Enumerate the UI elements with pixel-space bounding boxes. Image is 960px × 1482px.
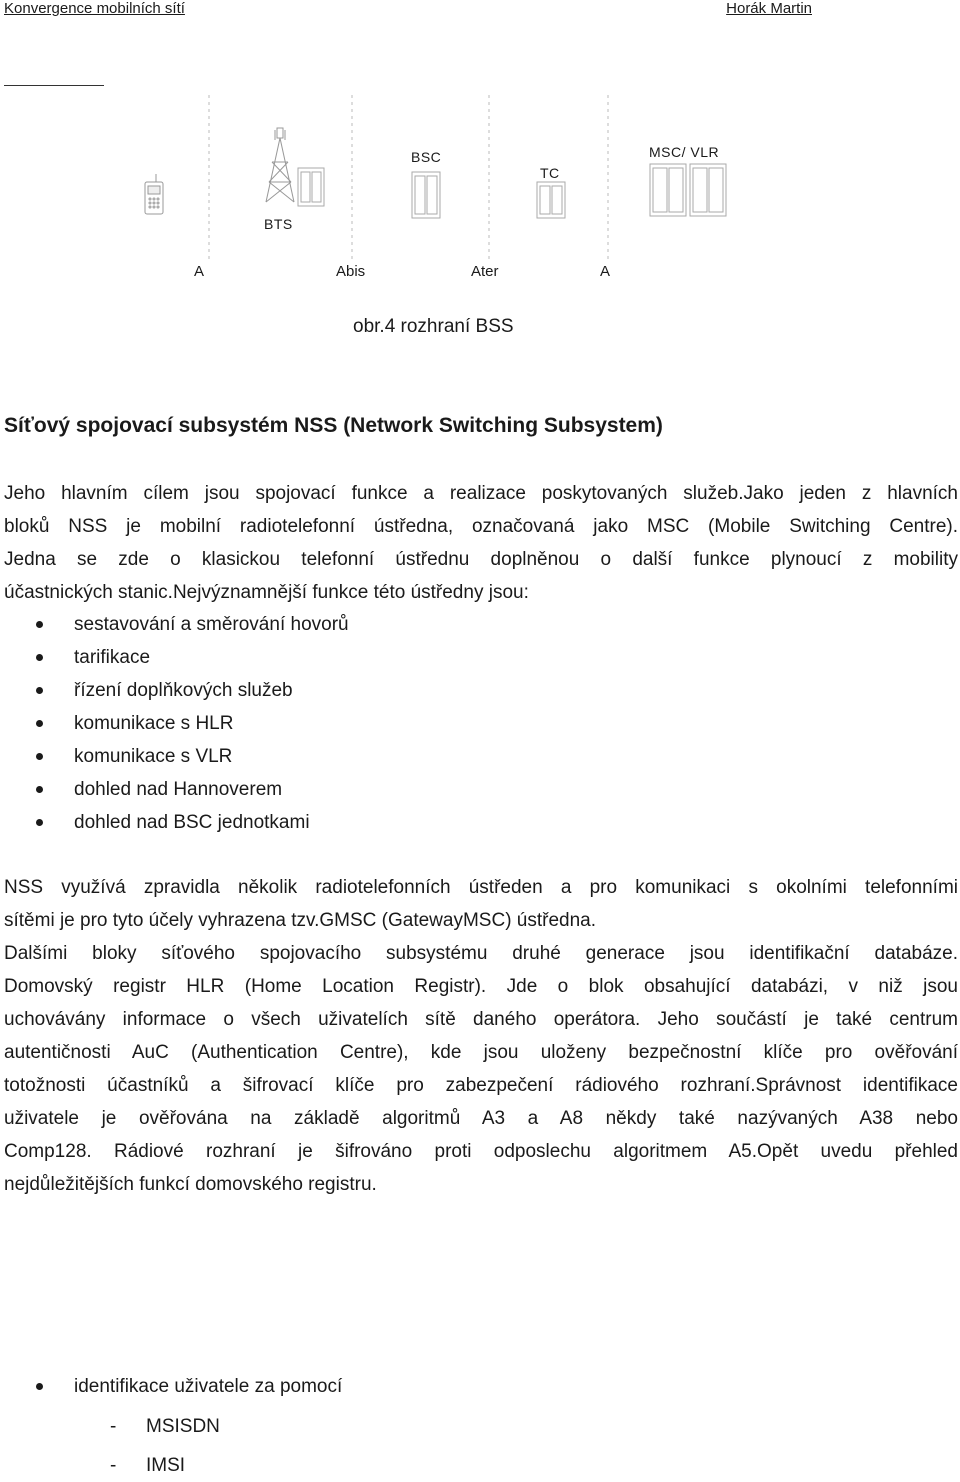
tc-cabinet-icon	[537, 182, 565, 218]
bts-label: BTS	[264, 216, 293, 232]
msc-vlr-label: MSC/ VLR	[649, 144, 720, 160]
diagram-graphics	[0, 90, 960, 290]
list-item: dohled nad Hannoverem	[0, 773, 700, 806]
para-line: Dalšími bloky síťového spojovacího subsystému druhé generace jsou identifikační databáze.	[4, 943, 958, 964]
para-line: Domovský registr HLR (Home Location Registr). Jde o blok obsahující databázi, v niž jsou	[4, 976, 958, 997]
mobile-phone-icon	[145, 174, 163, 214]
header-author: Horák Martin	[726, 0, 812, 17]
para-line: sítěmi je pro tyto účely vyhrazena tzv.GMSC (GatewayMSC) ústředna.	[4, 910, 597, 931]
interface-abis-label: Abis	[336, 263, 366, 280]
para-line: Comp128. Rádiové rozhraní je šifrováno proti odposlechu algoritmem A5.Opět uvedu přehled	[4, 1141, 958, 1162]
bss-interface-diagram	[0, 90, 960, 290]
msc-vlr-cabinets-icon	[650, 164, 726, 216]
header-title: Konvergence mobilních sítí	[4, 0, 185, 17]
para-line: Jedna se zde o klasickou telefonní ústřednu doplněnou o další funkce plynoucí z mobility	[4, 549, 958, 570]
bullet-icon	[36, 621, 43, 628]
para-line: uživatele je ověřována na základě algoritmů A3 a A8 někdy také nazývaných A38 nebo	[4, 1108, 958, 1129]
dash-marker: -	[110, 1455, 117, 1476]
tc-label: TC	[540, 165, 560, 181]
section-title: Síťový spojovací subsystém NSS (Network Switching Subsystem)	[4, 414, 663, 437]
sub-list-item: MSISDN	[146, 1416, 220, 1437]
bts-cabinet-icon	[298, 168, 324, 206]
msc-functions-list	[0, 608, 700, 839]
list-item: sestavování a směrování hovorů	[0, 608, 700, 641]
bullet-icon	[36, 654, 43, 661]
bullet-icon	[36, 786, 43, 793]
list-item: komunikace s VLR	[0, 740, 700, 773]
list-item: dohled nad BSC jednotkami	[0, 806, 700, 839]
paragraph-nss	[4, 871, 958, 1201]
para-line: nejdůležitějších funkcí domovského registru.	[4, 1174, 377, 1195]
dash-marker: -	[110, 1416, 117, 1437]
para-line: totožnosti účastníků a šifrovací klíče pro zabezpečení rádiového rozhraní.Správnost identifikace	[4, 1075, 958, 1096]
interface-a2-label: A	[600, 263, 611, 280]
list-item: komunikace s HLR	[0, 707, 700, 740]
bts-tower-icon	[266, 128, 294, 202]
hlr-functions-list	[0, 1370, 700, 1403]
bullet-icon	[36, 753, 43, 760]
paragraph-intro	[4, 477, 958, 609]
para-line: NSS využívá zpravidla několik radiotelefonních ústředen a pro komunikaci s okolními telefonními	[4, 877, 958, 898]
para-line: bloků NSS je mobilní radiotelefonní ústředna, označovaná jako MSC (Mobile Switching Centre).	[4, 516, 958, 537]
list-item: tarifikace	[0, 641, 700, 674]
interface-ater-label: Ater	[471, 263, 499, 280]
bsc-cabinet-icon	[412, 172, 440, 218]
bullet-icon	[36, 1383, 43, 1390]
para-line: účastnických stanic.Nejvýznamnější funkce této ústředny jsou:	[4, 582, 529, 603]
para-line: Jeho hlavním cílem jsou spojovací funkce a realizace poskytovaných služeb.Jako jeden z hlavních	[4, 483, 958, 504]
bullet-icon	[36, 819, 43, 826]
bullet-icon	[36, 687, 43, 694]
figure-caption: obr.4 rozhraní BSS	[353, 316, 514, 337]
para-line: uchovávány informace o všech uživatelích sítě daného operátora. Jeho součástí je také centrum	[4, 1009, 958, 1030]
interface-a-label: A	[194, 263, 205, 280]
list-item: řízení doplňkových služeb	[0, 674, 700, 707]
page-header	[4, 0, 812, 18]
sub-list-item: IMSI	[146, 1455, 186, 1476]
list-item: identifikace uživatele za pomocí	[0, 1370, 700, 1403]
bullet-icon	[36, 720, 43, 727]
bsc-label: BSC	[411, 149, 442, 165]
header-divider	[4, 85, 104, 86]
para-line: autentičnosti AuC (Authentication Centre), kde jsou uloženy bezpečnostní klíče pro ověřování	[4, 1042, 958, 1063]
